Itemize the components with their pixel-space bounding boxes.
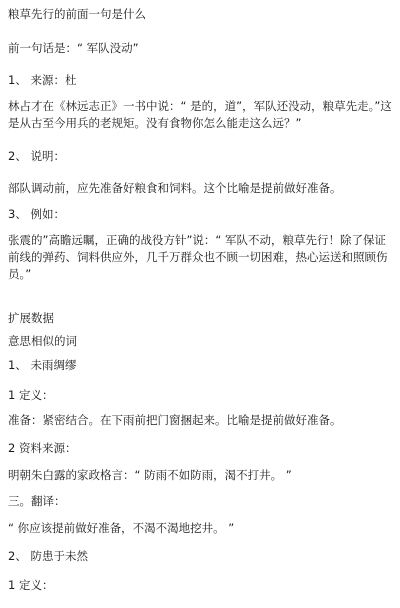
- translation-label: 三。翻译：: [8, 494, 66, 508]
- similar-word-2: 2、 防患于未然: [8, 549, 88, 563]
- explanation-paragraph: 部队调动前，应先准备好粮食和饲料。这个比喻是提前做好准备。: [8, 181, 342, 195]
- extended-data-heading: 扩展数据: [8, 311, 54, 325]
- section-explanation-heading: 2、 说明：: [8, 149, 65, 163]
- source-text-2: 明朝朱白露的家政格言：“ 防雨不如防雨，渴不打井。 ”: [8, 468, 292, 482]
- source-label-2: 2 资料来源：: [8, 441, 77, 455]
- definition-label-2: 1 定义：: [8, 578, 54, 592]
- source-paragraph: 林占才在《林远志正》一书中说：“ 是的，道”，军队还没动，粮草先走。”这是从古至今用兵的老规矩。没有食物你怎么能走这么远？”: [8, 99, 392, 130]
- similar-word-1: 1、 未雨绸缪: [8, 358, 77, 372]
- definition-text-1: 准备：紧密结合。在下雨前把门窗捆起来。比喻是提前做好准备。: [8, 413, 342, 427]
- section-example-heading: 3、 例如：: [8, 207, 65, 221]
- answer-line: 前一句话是：“ 军队没动”: [8, 41, 139, 55]
- definition-label-1: 1 定义：: [8, 388, 54, 402]
- similar-words-heading: 意思相似的词: [8, 334, 77, 348]
- translation-text: “ 你应该提前做好准备，不渴不渴地挖井。 ”: [8, 521, 235, 535]
- example-paragraph: 张震的”高瞻远瞩，正确的战役方针”说：“ 军队不动，粮草先行！除了保证前线的弹药、饲料供应外，几千万群众也不顾一切困难，热心运送和照顾伤员。”: [8, 233, 388, 281]
- section-source-heading: 1、 来源：杜: [8, 73, 77, 87]
- question-heading: 粮草先行的前面一句是什么: [8, 7, 146, 21]
